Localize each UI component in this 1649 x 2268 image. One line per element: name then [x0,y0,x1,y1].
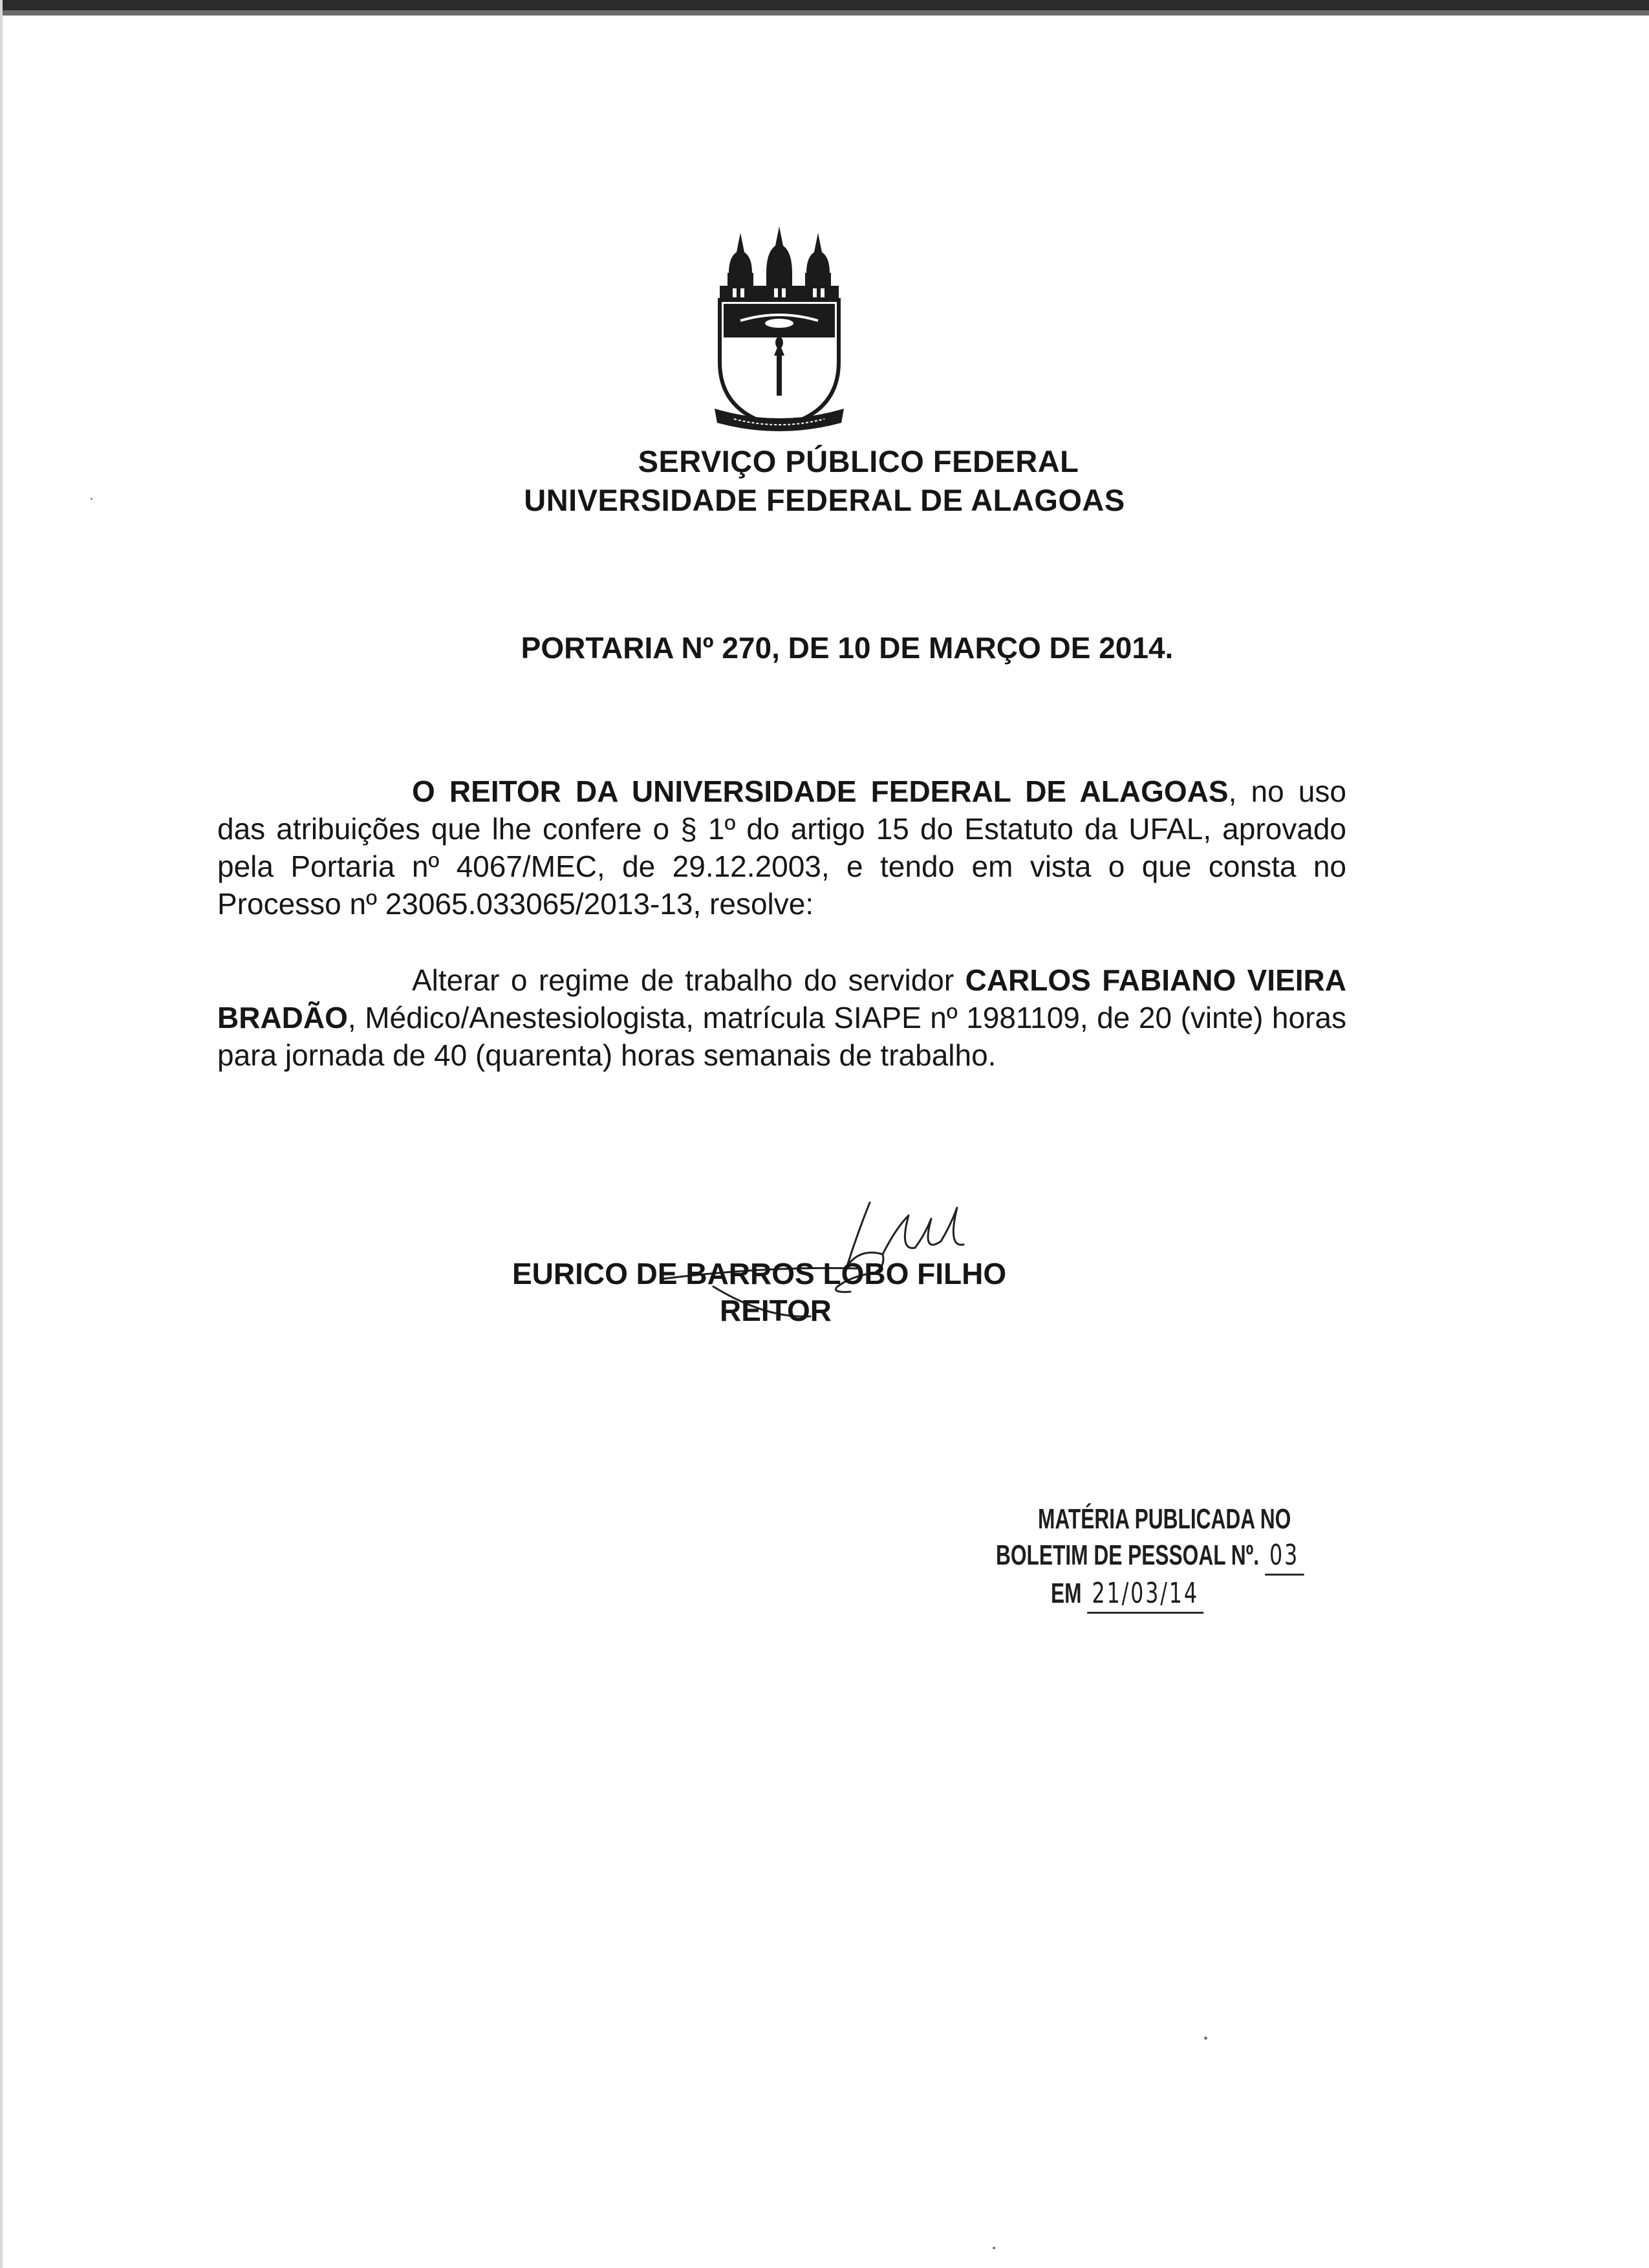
signer-role: REITOR [720,1294,832,1327]
employee-name: CARLOS FABIANO VIEIRA BRADÃO [217,963,1346,1034]
stamp-bulletin-label: BOLETIM DE PESSOAL Nº. [996,1539,1260,1571]
stamp-line-date [1051,1576,1286,1614]
header-line-service: SERVIÇO PÚBLICO FEDERAL [638,444,1079,478]
preamble-rest: , no uso das atribuições que lhe confere o § 1º do artigo 15 do Estatuto da UFAL, aprovado pela Portaria nº 4067/MEC, de 29.12.2003, e tendo em vista o que consta no Processo nº 23065.033065/2013-13, resolve: [217,775,1346,921]
preamble-lead: O REITOR DA UNIVERSIDADE FEDERAL DE ALAGOAS [412,775,1229,808]
header-line-university: UNIVERSIDADE FEDERAL DE ALAGOAS [524,483,1125,517]
stamp-line-bulletin [996,1537,1300,1576]
publication-stamp [989,1501,1377,1614]
scan-speck [91,498,92,500]
signer-name: EURICO DE BARROS LOBO FILHO [512,1257,1007,1290]
stamp-bulletin-number: 03 [1265,1537,1304,1576]
scan-top-edge [0,0,1649,10]
scan-speck [1204,2037,1207,2040]
resolution-lead: Alterar o regime de trabalho do servidor [412,963,965,997]
stamp-date-label: EM [1051,1578,1082,1609]
paragraph-resolution [217,961,1346,1074]
resolution-rest: , Médico/Anestesiologista, matrícula SIAPE nº 1981109, de 20 (vinte) horas para jornada de 40 (quarenta) horas semanais de trabalho. [217,1001,1346,1072]
stamp-line-published: MATÉRIA PUBLICADA NO [1038,1503,1291,1535]
title-text: PORTARIA Nº 270, DE 10 DE MARÇO DE 2014. [521,631,1174,665]
scan-top-shadow [0,10,1649,16]
ufal-crest-icon [715,226,844,440]
paragraph-preamble [217,773,1346,923]
scan-left-edge [0,0,3,2268]
scan-speck [993,2247,995,2249]
stamp-date-value: 21/03/14 [1087,1576,1203,1614]
document-title [0,628,1649,667]
institution-header [0,442,1649,520]
